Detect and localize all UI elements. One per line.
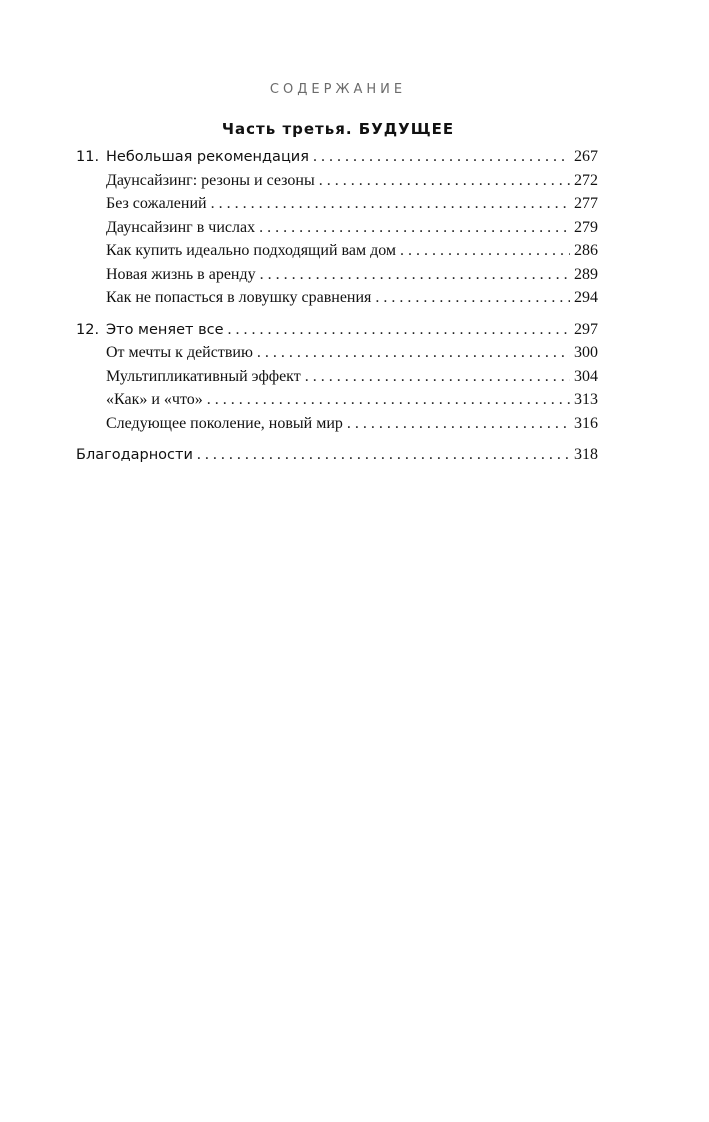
page-number: 289 bbox=[570, 266, 598, 284]
section-title: Даунсайзинг: резоны и сезоны bbox=[106, 171, 315, 189]
page-number: 277 bbox=[570, 195, 598, 213]
dot-leader bbox=[224, 321, 570, 339]
toc-item[interactable] bbox=[76, 415, 598, 439]
page-number: 272 bbox=[570, 172, 598, 190]
toc-item[interactable] bbox=[76, 289, 598, 313]
section-title: Мультипликативный эффект bbox=[106, 367, 301, 385]
toc-chapter-11[interactable] bbox=[76, 148, 598, 172]
toc-chapter-12[interactable] bbox=[76, 321, 598, 345]
page-number: 279 bbox=[570, 219, 598, 237]
dot-leader bbox=[255, 219, 570, 237]
dot-leader bbox=[315, 172, 570, 190]
section-title: Новая жизнь в аренду bbox=[106, 265, 256, 283]
section-title: От мечты к действию bbox=[106, 344, 253, 361]
toc-acknowledgements[interactable] bbox=[76, 446, 598, 470]
dot-leader bbox=[256, 266, 570, 284]
toc-item[interactable] bbox=[76, 219, 598, 243]
chapter-number: 11. bbox=[76, 149, 100, 165]
page-number: 304 bbox=[570, 368, 598, 386]
chapter-title: Небольшая рекомендация bbox=[106, 149, 309, 165]
section-title: Без сожалений bbox=[106, 195, 207, 212]
table-of-contents bbox=[76, 148, 598, 470]
toc-item[interactable] bbox=[76, 344, 598, 368]
part-title: Часть третья. БУДУЩЕЕ bbox=[221, 120, 455, 138]
dot-leader bbox=[301, 368, 570, 386]
toc-item[interactable] bbox=[76, 242, 598, 266]
toc-item[interactable] bbox=[76, 391, 598, 415]
section-title: Даунсайзинг в числах bbox=[106, 218, 256, 236]
page-number: 286 bbox=[570, 242, 598, 260]
section-title: Следующее поколение, новый мир bbox=[106, 414, 343, 432]
toc-item[interactable] bbox=[76, 368, 598, 392]
dot-leader bbox=[203, 391, 570, 409]
dot-leader bbox=[343, 415, 570, 433]
page-number: 300 bbox=[570, 344, 598, 362]
page-number: 294 bbox=[570, 289, 598, 307]
section-title: Как не попасться в ловушку сравнения bbox=[106, 289, 372, 306]
dot-leader bbox=[371, 289, 570, 307]
page-number: 318 bbox=[570, 446, 598, 464]
toc-item[interactable] bbox=[76, 195, 598, 219]
section-title: «Как» и «что» bbox=[106, 391, 203, 408]
page-number: 316 bbox=[570, 415, 598, 433]
page-number: 297 bbox=[570, 321, 598, 339]
chapter-title: Это меняет все bbox=[106, 321, 224, 338]
dot-leader bbox=[396, 242, 570, 260]
dot-leader bbox=[207, 195, 570, 213]
dot-leader bbox=[253, 344, 570, 362]
page-number: 313 bbox=[570, 391, 598, 409]
page-number: 267 bbox=[570, 148, 598, 166]
toc-item[interactable] bbox=[76, 266, 598, 290]
section-title: Как купить идеально подходящий вам дом bbox=[106, 242, 397, 259]
toc-item[interactable] bbox=[76, 172, 598, 196]
acknowledgements-title: Благодарности bbox=[76, 447, 193, 463]
dot-leader bbox=[193, 446, 570, 464]
dot-leader bbox=[309, 148, 570, 166]
chapter-number: 12. bbox=[76, 321, 100, 338]
contents-heading: СОДЕРЖАНИЕ bbox=[269, 82, 407, 97]
